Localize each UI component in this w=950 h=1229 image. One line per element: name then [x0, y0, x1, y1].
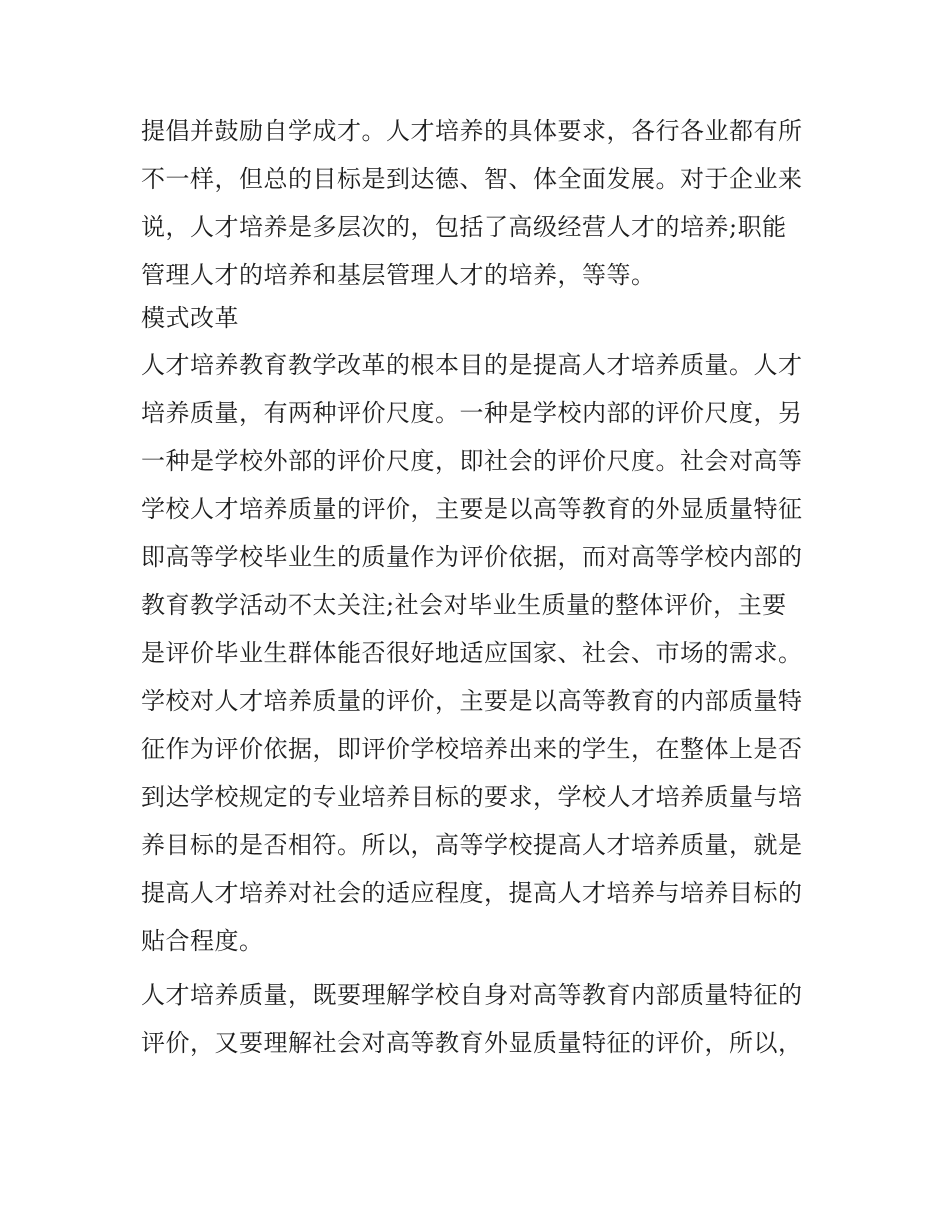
text-line: 征作为评价依据，即评价学校培养出来的学生，在整体上是否 [141, 735, 803, 763]
text-line: 学校对人才培养质量的评价，主要是以高等教育的内部质量特 [141, 687, 803, 715]
text-line: 人才培养教育教学改革的根本目的是提高人才培养质量。人才 [141, 351, 803, 379]
text-line: 一种是学校外部的评价尺度，即社会的评价尺度。社会对高等 [141, 447, 803, 475]
text-line: 教育教学活动不太关注;社会对毕业生质量的整体评价，主要 [141, 591, 787, 619]
text-line: 培养质量，有两种评价尺度。一种是学校内部的评价尺度，另 [141, 399, 803, 427]
text-line: 即高等学校毕业生的质量作为评价依据，而对高等学校内部的 [141, 543, 803, 571]
text-line: 评价，又要理解社会对高等教育外显质量特征的评价，所以， [141, 1029, 803, 1057]
text-line: 是评价毕业生群体能否很好地适应国家、社会、市场的需求。 [141, 639, 803, 667]
text-line: 说，人才培养是多层次的，包括了高级经营人才的培养;职能 [141, 213, 787, 241]
text-line: 学校人才培养质量的评价，主要是以高等教育的外显质量特征 [141, 495, 803, 523]
document-page [141, 107, 813, 1067]
text-line: 到达学校规定的专业培养目标的要求，学校人才培养质量与培 [141, 783, 803, 811]
text-line: 贴合程度。 [141, 927, 264, 955]
text-line: 管理人才的培养和基层管理人才的培养，等等。 [141, 261, 656, 289]
intro-paragraph [141, 107, 813, 299]
text-line: 养目标的是否相符。所以，高等学校提高人才培养质量，就是 [141, 831, 803, 859]
section-heading: 模式改革 [141, 304, 239, 332]
text-line: 提倡并鼓励自学成才。人才培养的具体要求，各行各业都有所 [141, 117, 803, 145]
body-paragraph-2 [141, 971, 813, 1067]
body-paragraph-1 [141, 341, 813, 965]
text-line: 提高人才培养对社会的适应程度，提高人才培养与培养目标的 [141, 879, 803, 907]
text-line: 不一样，但总的目标是到达德、智、体全面发展。对于企业来 [141, 165, 803, 193]
text-line: 人才培养质量，既要理解学校自身对高等教育内部质量特征的 [141, 981, 803, 1009]
